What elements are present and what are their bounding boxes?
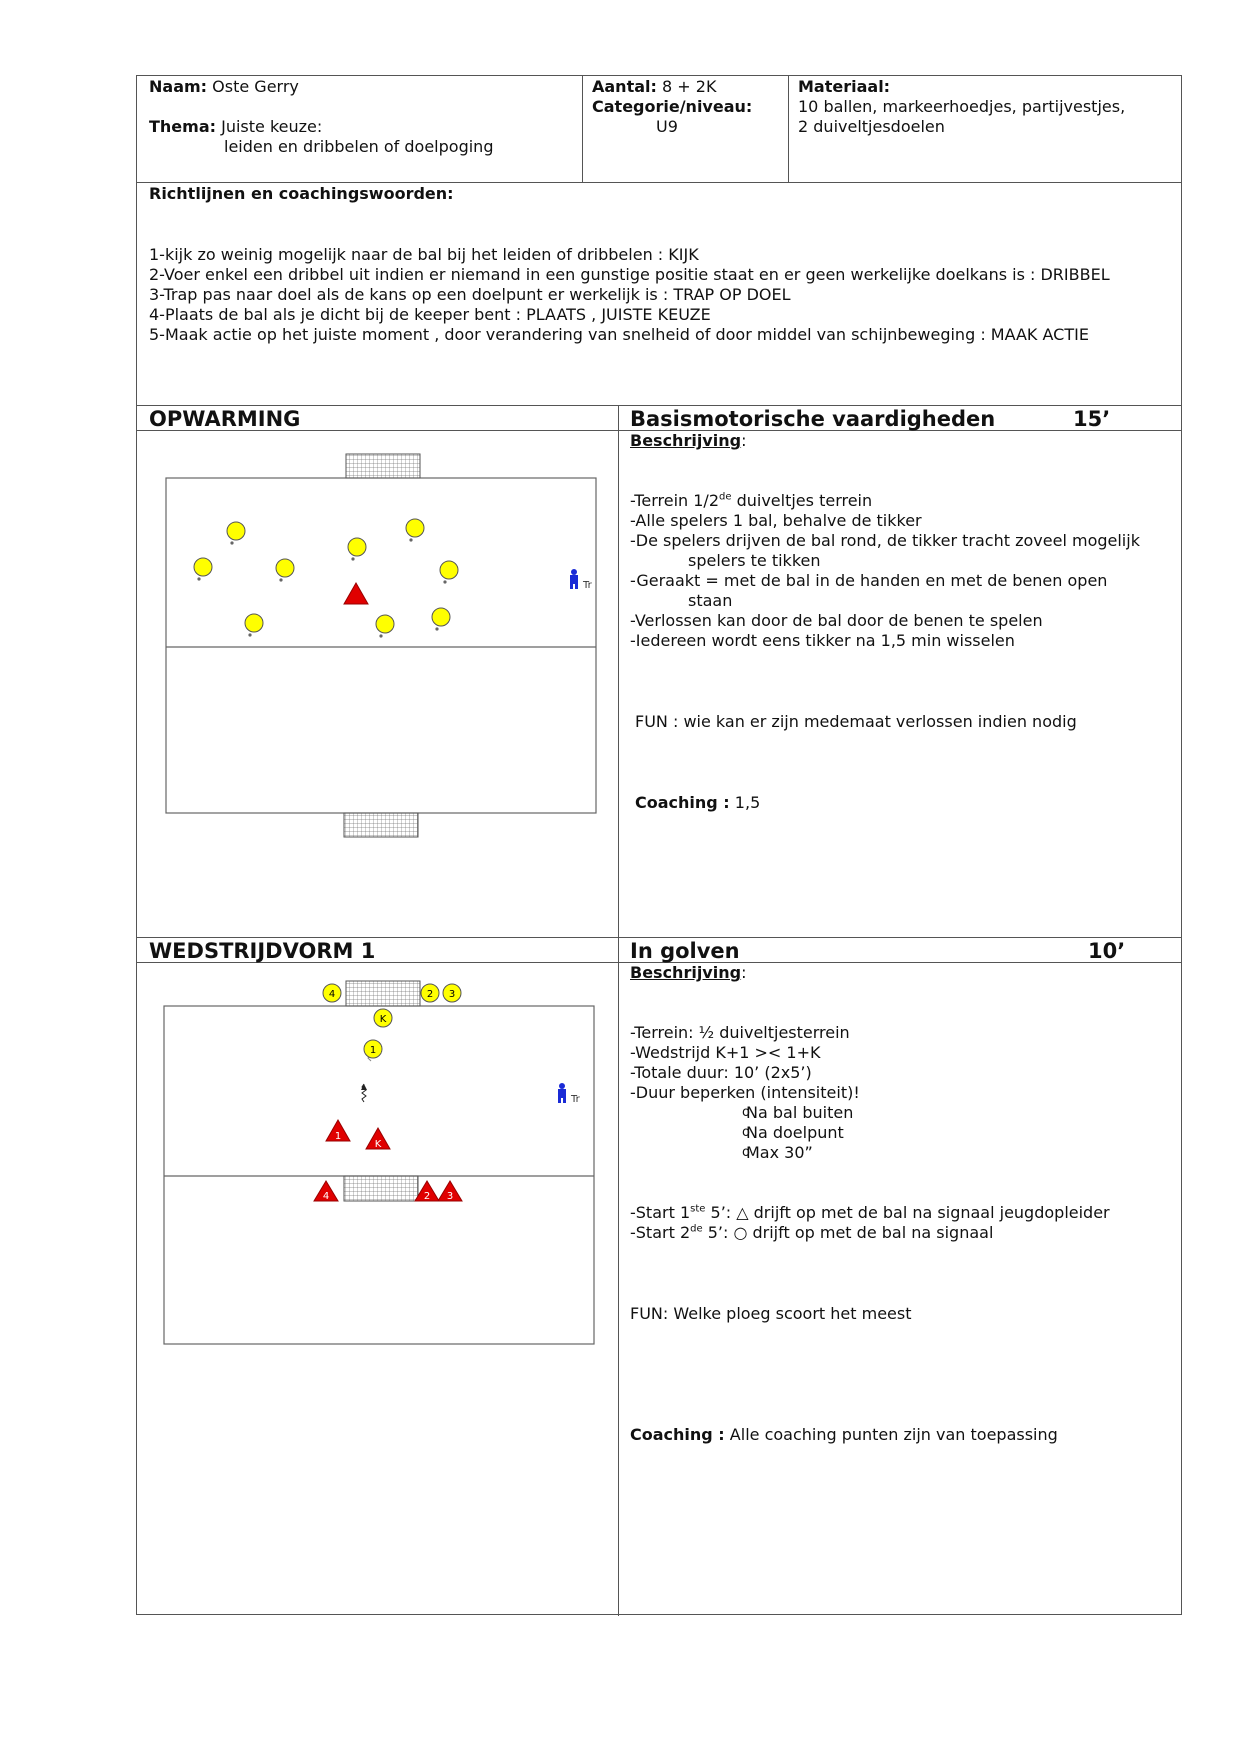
triangle-player-3 xyxy=(438,1181,462,1202)
player-label: 4 xyxy=(328,989,336,1000)
desc-line: -Geraakt = met de bal in de handen en met de benen open xyxy=(630,571,1108,590)
player-label: 1 xyxy=(334,1131,342,1142)
thema-line-1: Juiste keuze: xyxy=(221,117,323,136)
opwarming-coaching xyxy=(630,793,1170,813)
materiaal-cell xyxy=(798,77,1178,137)
desc-line: -Duur beperken (intensiteit)! xyxy=(630,1083,860,1102)
opwarming-title: OPWARMING xyxy=(149,407,301,431)
player-circle xyxy=(276,559,294,577)
wedstrijdvorm-duration: 10’ xyxy=(1088,939,1126,963)
player-circle xyxy=(440,561,458,579)
goal-net-bottom xyxy=(344,813,418,837)
desc-line: duiveltjes terrein xyxy=(731,491,873,510)
triangle-player-1 xyxy=(326,1120,350,1142)
player-label: 2 xyxy=(423,1191,431,1202)
ball xyxy=(443,580,446,583)
circle-player-4 xyxy=(323,984,341,1002)
wedstrijdvorm-title: WEDSTRIJDVORM 1 xyxy=(149,939,376,963)
player-circle xyxy=(245,614,263,632)
wedstrijdvorm-field-diagram xyxy=(137,963,617,1463)
start-1-line xyxy=(630,1203,1170,1223)
ball xyxy=(379,634,382,637)
desc-line: -Terrein 1/2 xyxy=(630,491,719,510)
player-label: K xyxy=(379,1014,387,1025)
start-text: 5’: ○ drijft op met de bal na signaal xyxy=(702,1223,994,1242)
wedstrijdvorm-coaching xyxy=(630,1425,1170,1445)
divider xyxy=(137,182,1181,183)
naam-thema-cell xyxy=(149,77,574,157)
desc-sup: de xyxy=(719,491,732,503)
ball xyxy=(197,577,200,580)
materiaal-line-1: 10 ballen, markeerhoedjes, partijvestjes, xyxy=(798,97,1126,116)
trainer-label: Tr xyxy=(583,580,592,591)
wedstrijdvorm-description xyxy=(630,963,1170,1445)
player-label: 2 xyxy=(426,989,434,1000)
aantal-label: Aantal: xyxy=(592,77,657,96)
player-label: K xyxy=(374,1139,382,1150)
ball xyxy=(351,557,354,560)
trainer-icon xyxy=(558,1083,566,1103)
player-label: 3 xyxy=(446,1191,454,1202)
start-text: -Start 2 xyxy=(630,1223,691,1242)
ball xyxy=(248,633,251,636)
desc-line: -De spelers drijven de bal rond, de tikker tracht zoveel mogelijk xyxy=(630,531,1140,550)
triangle-keeper xyxy=(366,1128,390,1150)
desc-line: spelers te tikken xyxy=(688,551,821,570)
ball xyxy=(409,538,412,541)
start-text: -Start 1 xyxy=(630,1203,691,1222)
richtlijn-item: 2-Voer enkel een dribbel uit indien er niemand in een gunstige positie staat en er geen werkelijke doelkans is : DRIBBEL xyxy=(149,265,1110,284)
richtlijn-item: 3-Trap pas naar doel als de kans op een doelpunt er werkelijk is : TRAP OP DOEL xyxy=(149,285,791,304)
coaching-value: 1,5 xyxy=(734,793,761,812)
trainer-icon xyxy=(570,569,578,589)
desc-line: -Iedereen wordt eens tikker na 1,5 min wisselen xyxy=(630,631,1015,650)
desc-line: -Verlossen kan door de bal door de benen te spelen xyxy=(630,611,1043,630)
colon: : xyxy=(741,963,747,982)
start-sup: ste xyxy=(690,1203,706,1215)
circle-player-2 xyxy=(421,984,439,1002)
coaching-value: Alle coaching punten zijn van toepassing xyxy=(729,1425,1058,1444)
bullet-item: o Na bal buiten xyxy=(630,1103,1170,1123)
materiaal-label: Materiaal: xyxy=(798,77,891,96)
player-circle xyxy=(348,538,366,556)
training-sheet xyxy=(136,75,1182,1615)
opwarming-duration: 15’ xyxy=(1073,407,1111,431)
coaching-label: Coaching : xyxy=(630,1425,725,1444)
player-label: 1 xyxy=(369,1045,377,1056)
circle-player-1 xyxy=(364,1040,382,1058)
wedstrijdvorm-subtitle: In golven xyxy=(630,939,740,963)
player-circle xyxy=(227,522,245,540)
richtlijn-item: 5-Maak actie op het juiste moment , door verandering van snelheid of door middel van schijnbeweging : MAAK ACTIE xyxy=(149,325,1089,344)
triangle-player-4 xyxy=(314,1181,338,1202)
divider xyxy=(618,405,619,1616)
richtlijnen-title-text: Richtlijnen en coachingswoorden: xyxy=(149,184,454,203)
richtlijn-item: 1-kijk zo weinig mogelijk naar de bal bij het leiden of dribbelen : KIJK xyxy=(149,245,699,264)
opwarming-subtitle: Basismotorische vaardigheden xyxy=(630,407,996,431)
player-circle xyxy=(194,558,212,576)
desc-line: -Alle spelers 1 bal, behalve de tikker xyxy=(630,511,922,530)
aantal-cell xyxy=(592,77,782,137)
field-outline xyxy=(164,1006,594,1344)
divider xyxy=(788,76,789,182)
aantal-value: 8 + 2K xyxy=(662,77,717,96)
player-label: 3 xyxy=(448,989,456,1000)
desc-line: -Wedstrijd K+1 >< 1+K xyxy=(630,1043,821,1062)
wedstrijdvorm-fun: FUN: Welke ploeg scoort het meest xyxy=(630,1304,912,1323)
trainer-label: Tr xyxy=(571,1094,580,1105)
ball xyxy=(435,627,438,630)
player-circle xyxy=(376,615,394,633)
naam-value: Oste Gerry xyxy=(212,77,299,96)
opwarming-fun: FUN : wie kan er zijn medemaat verlossen indien nodig xyxy=(635,712,1077,731)
richtlijn-item: 4-Plaats de bal als je dicht bij de keeper bent : PLAATS , JUISTE KEUZE xyxy=(149,305,711,324)
richtlijnen-list xyxy=(149,245,1179,345)
richtlijnen-title xyxy=(149,184,1179,204)
tagger-triangle xyxy=(344,583,368,604)
triangle-player-2 xyxy=(415,1181,439,1202)
start-sup: de xyxy=(690,1223,703,1235)
circle-keeper xyxy=(374,1009,392,1027)
desc-line: staan xyxy=(688,591,733,610)
categorie-value: U9 xyxy=(656,117,678,136)
opwarming-description xyxy=(630,431,1170,813)
desc-line: -Totale duur: 10’ (2x5’) xyxy=(630,1063,812,1082)
colon: : xyxy=(741,431,747,450)
bullet-item: o Na doelpunt xyxy=(630,1123,1170,1143)
player-circle xyxy=(432,608,450,626)
thema-label: Thema: xyxy=(149,117,217,136)
start-text: 5’: △ drijft op met de bal na signaal jeugdopleider xyxy=(705,1203,1110,1222)
start-2-line xyxy=(630,1223,1170,1243)
circle-player-3 xyxy=(443,984,461,1002)
coaching-label: Coaching : xyxy=(635,793,730,812)
players xyxy=(194,519,458,638)
categorie-label: Categorie/niveau: xyxy=(592,97,753,116)
naam-label: Naam: xyxy=(149,77,208,96)
opwarming-field-diagram xyxy=(137,431,617,936)
desc-line: -Terrein: ½ duiveltjesterrein xyxy=(630,1023,850,1042)
player-label: 4 xyxy=(322,1191,330,1202)
player-circle xyxy=(406,519,424,537)
bullet-item: o Max 30” xyxy=(630,1143,1170,1163)
beschrijving-label: Beschrijving xyxy=(630,431,742,450)
ball xyxy=(279,578,282,581)
materiaal-line-2: 2 duiveltjesdoelen xyxy=(798,117,945,136)
goal-net-top xyxy=(346,981,420,1006)
ball xyxy=(230,541,233,544)
goal-net-bottom xyxy=(344,1176,418,1201)
beschrijving-label: Beschrijving xyxy=(630,963,742,982)
goal-net-top xyxy=(346,454,420,478)
divider xyxy=(582,76,583,182)
thema-line-2: leiden en dribbelen of doelpoging xyxy=(224,137,494,156)
